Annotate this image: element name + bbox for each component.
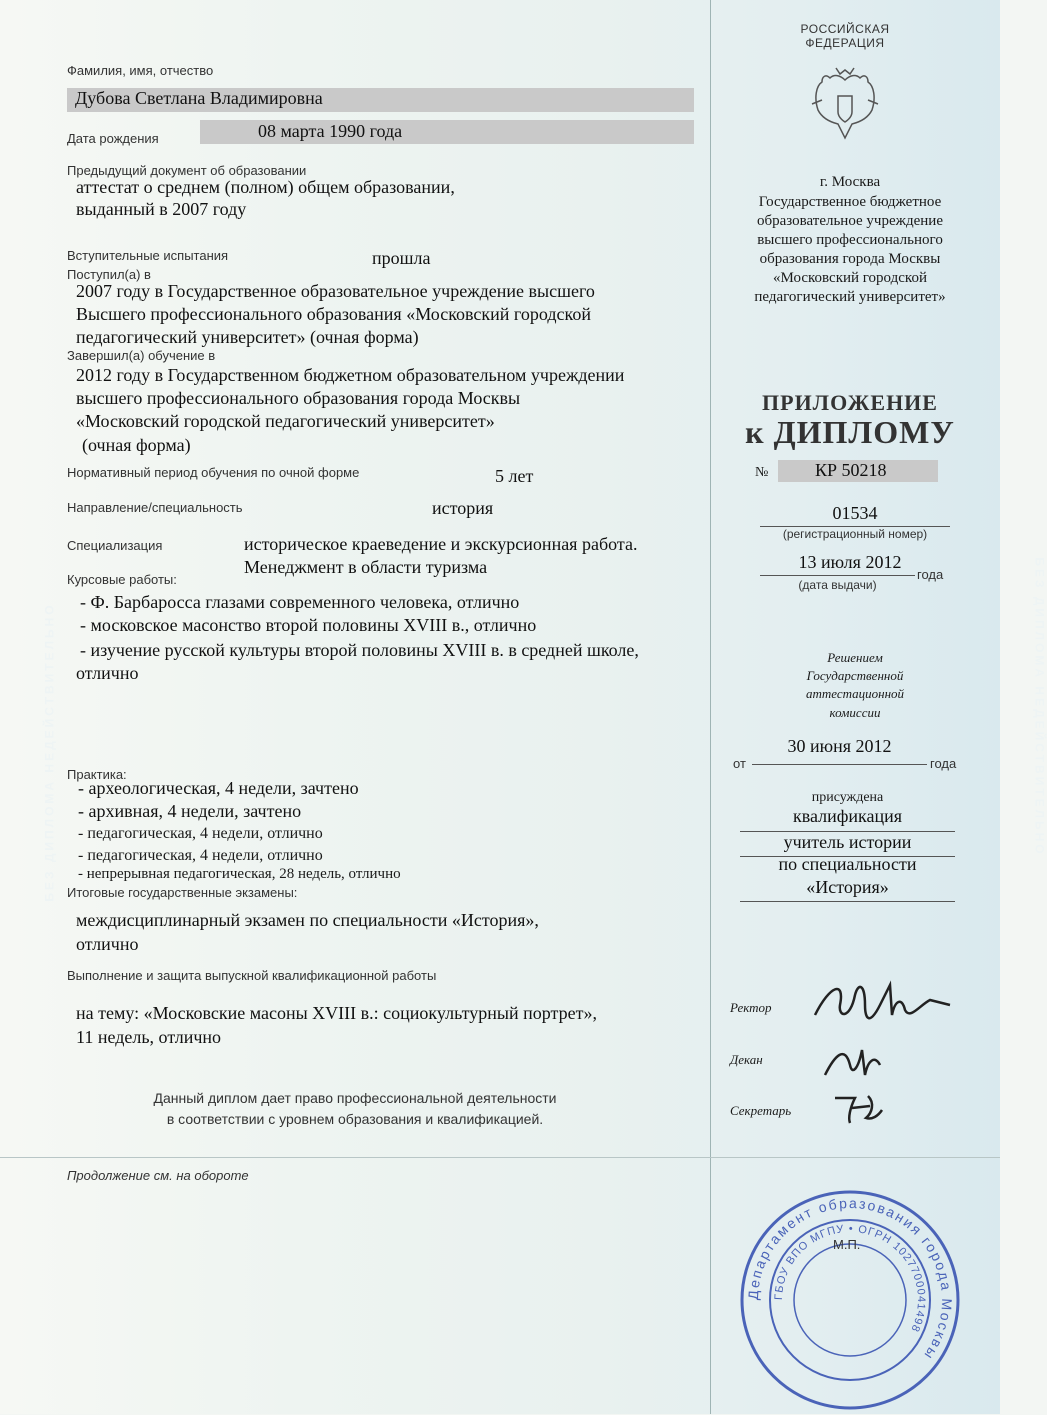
institution-line: образовательное учреждение xyxy=(756,213,943,229)
practice-item: - археологическая, 4 недели, зачтено xyxy=(78,778,359,798)
exams-line: отлично xyxy=(76,934,139,954)
column-divider xyxy=(710,0,711,1414)
reg-caption: (регистрационный номер) xyxy=(782,527,928,541)
admitted-label: Поступил(а) в xyxy=(67,267,151,282)
official-stamp xyxy=(735,1185,965,1415)
practice-item: - архивная, 4 недели, зачтено xyxy=(78,801,302,821)
institution-line: педагогический университет» xyxy=(754,289,946,305)
practice-item: - педагогическая, 4 недели, отлично xyxy=(78,825,323,842)
entrance-value: прошла xyxy=(372,248,431,268)
decision-line: Решением xyxy=(827,650,883,665)
admitted-line: Высшего профессионального образования «Московский городской xyxy=(76,304,591,324)
finished-line: высшего профессионального образования города Москвы xyxy=(76,388,521,408)
decision-suffix: года xyxy=(930,756,957,771)
appendix-title-sub: к ДИПЛОМУ xyxy=(745,414,955,450)
birth-value: 08 марта 1990 года xyxy=(258,121,403,141)
practice-item: - непрерывная педагогическая, 28 недель, отлично xyxy=(78,866,401,882)
rector-label: Ректор xyxy=(730,1000,772,1015)
dean-label: Декан xyxy=(730,1052,763,1067)
issue-caption: (дата выдачи) xyxy=(798,578,877,592)
rector-signature xyxy=(810,975,970,1035)
decision-line: Государственной xyxy=(806,668,904,683)
spec-value-line xyxy=(740,901,955,902)
institution-line: «Московский городской xyxy=(773,270,927,286)
decision-from: от xyxy=(733,756,746,771)
coursework-item: - изучение русской культуры второй половины XVIII в. в средней школе, xyxy=(80,640,639,660)
specialization-label: Специализация xyxy=(67,538,163,553)
exams-line: междисциплинарный экзамен по специальности «История», xyxy=(76,910,539,930)
issue-date: 13 июля 2012 xyxy=(798,552,902,572)
dean-signature xyxy=(820,1035,890,1085)
entrance-label: Вступительные испытания xyxy=(67,248,229,263)
issue-date-line xyxy=(760,575,915,576)
coursework-item: - Ф. Барбаросса глазами современного человека, отлично xyxy=(80,592,520,612)
direction-value: история xyxy=(432,498,494,518)
prev-doc-label: Предыдущий документ об образовании xyxy=(67,163,307,178)
appendix-title: ПРИЛОЖЕНИЕ xyxy=(762,390,938,415)
qualification-label: квалификация xyxy=(792,806,903,826)
country-line: ФЕДЕРАЦИЯ xyxy=(805,36,885,50)
finished-label: Завершил(а) обучение в xyxy=(67,348,216,363)
birth-label: Дата рождения xyxy=(67,131,159,146)
period-value: 5 лет xyxy=(495,466,534,486)
double-headed-eagle-emblem xyxy=(800,60,890,150)
decision-line: аттестационной xyxy=(805,686,905,701)
coursework-label: Курсовые работы: xyxy=(67,572,177,587)
specialization-line: Менеджмент в области туризма xyxy=(244,557,488,577)
stamp-mp: М.П. xyxy=(833,1237,861,1252)
secretary-label: Секретарь xyxy=(730,1103,792,1118)
rights-line: в соответствии с уровнем образования и квалификацией. xyxy=(166,1111,544,1127)
direction-label: Направление/специальность xyxy=(67,500,243,515)
admitted-line: педагогический университет» (очная форма) xyxy=(76,327,419,347)
right-edge-warning: БЕЗ ДИПЛОМА НЕДЕЙСТВИТЕЛЬНО xyxy=(1032,557,1047,857)
thesis-line: на тему: «Московские масоны XVIII в.: социокультурный портрет», xyxy=(76,1003,597,1023)
country-line: РОССИЙСКАЯ xyxy=(800,22,890,36)
name-value: Дубова Светлана Владимировна xyxy=(67,88,694,112)
finished-line: «Московский городской педагогический университет» xyxy=(76,411,495,431)
appendix-number: КР 50218 xyxy=(815,460,887,480)
decision-line: комиссии xyxy=(829,705,881,720)
admitted-line: 2007 году в Государственное образовательное учреждение высшего xyxy=(76,281,595,301)
specialization-line: историческое краеведение и экскурсионная работа. xyxy=(244,534,638,554)
prev-doc-line: выданный в 2007 году xyxy=(76,199,247,219)
prev-doc-line: аттестат о среднем (полном) общем образовании, xyxy=(76,177,455,197)
secretary-signature xyxy=(830,1088,890,1128)
name-label: Фамилия, имя, отчество xyxy=(67,63,214,78)
spec-value: «История» xyxy=(806,877,889,897)
stamp-inner-text: ГБОУ ВПО МГПУ • ОГРН 1027700041498 xyxy=(772,1222,928,1335)
qualification-value: учитель истории xyxy=(783,832,912,852)
exams-label: Итоговые государственные экзамены: xyxy=(67,885,298,900)
continuation-note: Продолжение см. на обороте xyxy=(67,1168,249,1183)
awarded-label: присуждена xyxy=(811,790,884,805)
practice-item: - педагогическая, 4 недели, отлично xyxy=(78,847,323,864)
coursework-item: отлично xyxy=(76,663,139,683)
finished-line: 2012 году в Государственном бюджетном образовательном учреждении xyxy=(76,365,625,385)
period-label: Нормативный период обучения по очной форме xyxy=(67,465,360,480)
reg-number: 01534 xyxy=(832,503,878,523)
institution-line: образования города Москвы xyxy=(759,251,941,267)
decision-date-line xyxy=(752,764,927,765)
stamp-outer-text: Департамент образования города Москвы xyxy=(744,1194,956,1364)
finished-line: (очная форма) xyxy=(82,435,191,455)
rights-line: Данный диплом дает право профессиональной деятельности xyxy=(153,1090,557,1106)
bottom-divider xyxy=(0,1157,1000,1158)
number-prefix: № xyxy=(755,465,769,480)
coursework-item: - московское масонство второй половины XVIII в., отлично xyxy=(80,615,537,635)
left-edge-warning: БЕЗ ДИПЛОМА НЕДЕЙСТВИТЕЛЬНО xyxy=(42,602,57,902)
institution-line: Государственное бюджетное xyxy=(758,194,942,210)
issue-suffix: года xyxy=(917,567,944,582)
by-spec-label: по специальности xyxy=(778,854,917,874)
decision-date: 30 июня 2012 xyxy=(787,736,892,756)
practice-label: Практика: xyxy=(67,767,127,782)
institution-line: высшего профессионального xyxy=(757,232,943,248)
institution-city: г. Москва xyxy=(819,174,881,190)
thesis-line: 11 недель, отлично xyxy=(76,1027,222,1047)
thesis-label: Выполнение и защита выпускной квалификационной работы xyxy=(67,968,437,983)
